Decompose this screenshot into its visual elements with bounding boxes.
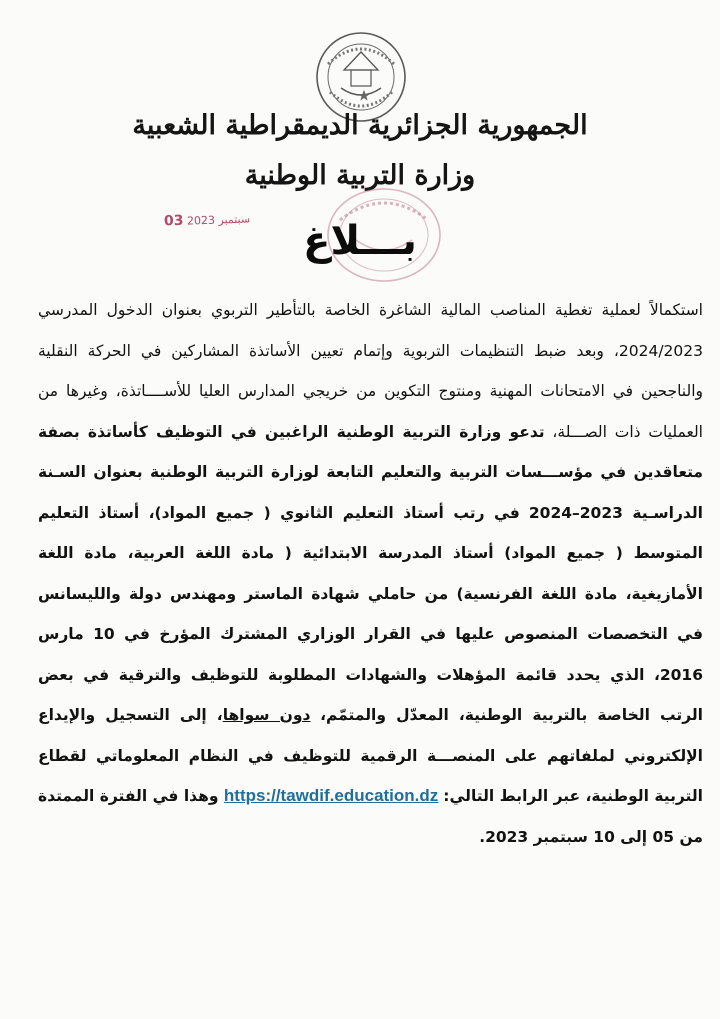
body-exclusive-note: دون سواها <box>222 706 311 724</box>
announcement-body <box>38 290 703 857</box>
ministry-heading: وزارة التربية الوطنية <box>244 160 476 191</box>
body-ranks: في رتب أستاذ التعليم الثانوي ( جميع المواد)، أستاذ التعليم المتوسط ( جميع المواد) أستاذ المدرسة الابتدائية ( مادة اللغة العربية، مادة اللغة الأمازيغية، مادة اللغة الفرنسية) من حاملي شهادة الماستر ومهندس دولة والليسانس في التخصصات المنصوص عليها في القرار الوزاري المشترك المؤرخ في 10 مارس 2016، الذي يحدد قائمة المؤهلات والشهادات المطلوبة للتوظيف والترقية في بعض الرتب الخاصة بالتربية الوطنية، المعدّل والمتمّم، <box>38 503 703 724</box>
body-registration: ، إلى التسجيل والإيداع الإلكتروني لملفاتهم على المنصـــة الرقمية للتوظيف في النظام المعلوماتي لقطاع التربية الوطنية، عبر الرابط التالي: <box>38 706 703 805</box>
body-intro: استكمالاً لعملية تغطية المناصب المالية الشاغرة الخاصة بالتأطير التربوي بعنوان الدخول المدرسي 2024/2023، وبعد ضبط التنظيمات التربوية وإتمام تعيين الأساتذة المشاركين في الحركة النقلية والناجحين في الامتحانات المهنية ومنتوج التكوين من خريجي المدارس العليا للأســــاتذة، وغيرها من العمليات ذات الصـــلة، <box>38 301 703 441</box>
announcement-title: بـــلاغ <box>303 218 417 264</box>
date-stamp-rest: سبتمبر 2023 <box>186 212 251 228</box>
body-period: وهذا في الفترة الممتدة من 05 إلى 10 سبتمبر 2023. <box>38 787 703 846</box>
date-stamp-day: 03 <box>163 212 184 230</box>
registration-link[interactable]: https://tawdif.education.dz <box>223 786 439 805</box>
republic-heading: الجمهورية الجزائرية الديمقراطية الشعبية <box>132 110 588 141</box>
body-invitation: تدعو وزارة التربية الوطنية الراغبين في التوظيف كأساتذة بصفة متعاقدين في مؤســـسات التربية والتعليم التابعة لوزارة التربية الوطنية بعنوان السـنة الدراسـية 2023–2024 <box>38 422 703 522</box>
